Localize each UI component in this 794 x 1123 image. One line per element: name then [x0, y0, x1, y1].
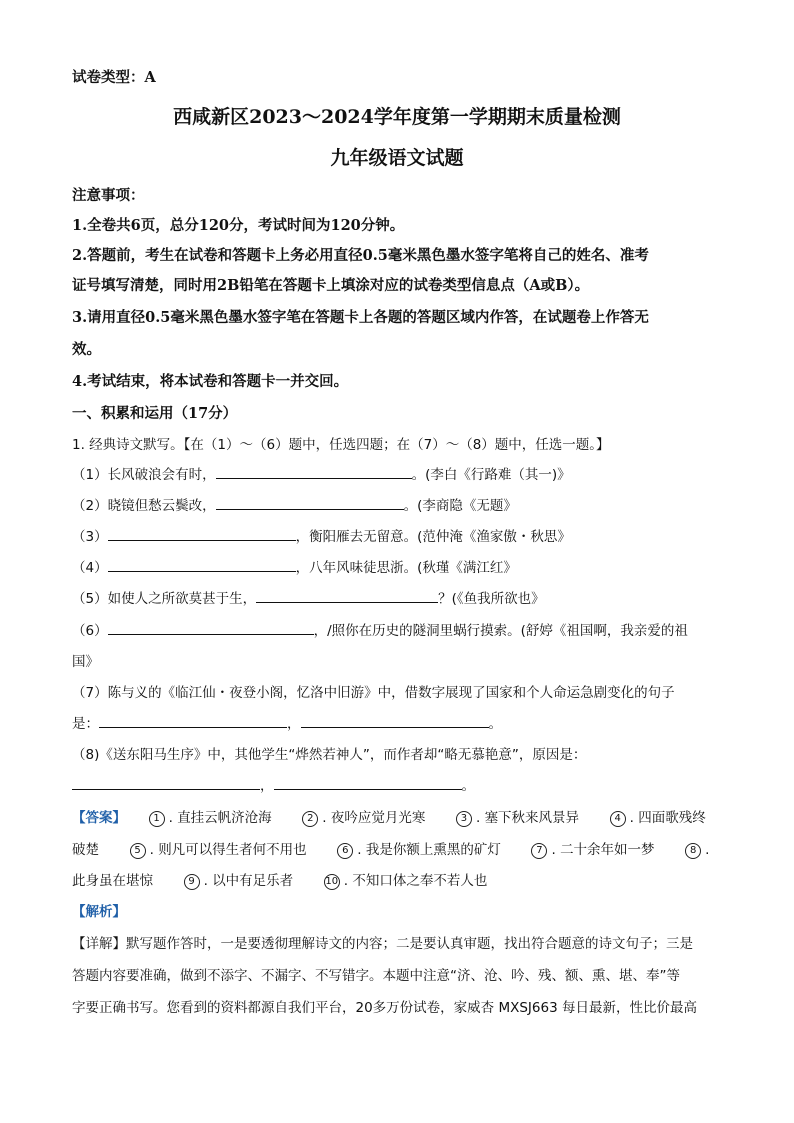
answer-item: 6 . 我是你额上熏黑的矿灯	[337, 838, 501, 859]
answer-item: 1 . 直挂云帆济沧海	[149, 806, 272, 827]
question-item: （8)《送东阳马生序》中，其他学生“烨然若神人”，而作者却“略无慕艳意”，原因是：	[72, 747, 587, 763]
answer-blank[interactable]	[274, 775, 462, 790]
page-subtitle: 九年级语文试题	[330, 147, 464, 169]
notice-item: 3.请用直径0.5毫米黑色墨水签字笔在答题卡上各题的答题区域内作答，在试题卷上作答无	[72, 309, 649, 326]
answer-blank[interactable]	[72, 775, 260, 790]
analysis-text: 【详解】默写题作答时，一是要透彻理解诗文的内容；二是要认真审题，找出符合题意的诗文句子；三是	[72, 936, 693, 952]
answer-block: 此身虽在堪惊 9 . 以中有足乐者 10 . 不知口体之奉不若人也	[72, 869, 487, 890]
paper-type: 试卷类型：A	[72, 69, 156, 86]
question-item: （6） ，/照你在历史的隧洞里蜗行摸索。(舒婷《祖国啊，我亲爱的祖	[72, 619, 688, 639]
answer-blank[interactable]	[256, 588, 438, 603]
answer-block: 破楚 5 . 则凡可以得生者何不用也 6 . 我是你额上熏黑的矿灯 7 . 二十余年如一梦 8 .	[72, 838, 709, 859]
answer-item: 9 . 以中有足乐者	[184, 869, 294, 890]
answer-blank[interactable]	[108, 557, 296, 572]
notice-item: 4.考试结束，将本试卷和答题卡一并交回。	[72, 373, 349, 390]
question-item: （3） ，衡阳雁去无留意。(范仲淹《渔家傲・秋思》	[72, 525, 571, 545]
answer-block	[72, 806, 706, 827]
question-item: （2）晓镜但愁云鬓改， 。(李商隐《无题》	[72, 494, 517, 514]
question-item: （4） ，八年风味徒思浙。(秋瑾《满江红》	[72, 556, 517, 576]
notice-item: 2.答题前，考生在试卷和答题卡上务必用直径0.5毫米黑色墨水签字笔将自己的姓名、准考	[72, 247, 649, 264]
answer-blank[interactable]	[99, 713, 287, 728]
question-stem: 1. 经典诗文默写。【在（1）～（6）题中，任选四题；在（7）～（8）题中，任选一题。】	[72, 437, 610, 453]
question-item: （7）陈与义的《临江仙・夜登小阁，忆洛中旧游》中，借数字展现了国家和个人命运急剧变化的句子	[72, 685, 675, 701]
answer-blank[interactable]	[108, 526, 296, 541]
answer-blank[interactable]	[216, 495, 404, 510]
notice-item: 1.全卷共6页，总分120分，考试时间为120分钟。	[72, 217, 405, 234]
analysis-text: 答题内容要准确，做到不添字、不漏字、不写错字。本题中注意“济、沧、吟、残、额、熏、堪、奉”等	[72, 968, 680, 984]
analysis-text: 字要正确书写。您看到的资料都源自我们平台，20多万份试卷，家威杏 MXSJ663 每日最新，性比价最高	[72, 1000, 697, 1016]
notice-item: 证号填写清楚，同时用2B铅笔在答题卡上填涂对应的试卷类型信息点（A或B）。	[72, 277, 590, 294]
answer-item: 10 . 不知口体之奉不若人也	[325, 873, 488, 889]
analysis-label: 【解析】	[72, 904, 126, 920]
notice-heading: 注意事项：	[72, 187, 145, 204]
question-item: ， 。	[72, 774, 475, 794]
answer-item: 7 . 二十余年如一梦	[531, 838, 654, 859]
answer-blank[interactable]	[108, 620, 314, 635]
answer-item: 8 .	[685, 842, 709, 859]
answer-blank[interactable]	[301, 713, 489, 728]
answer-item: 4 . 四面歌残终	[610, 806, 706, 827]
answer-item: 2 . 夜吟应觉月光寒	[302, 806, 425, 827]
question-item: （5）如使人之所欲莫甚于生， ？(《鱼我所欲也》	[72, 587, 545, 607]
question-item: （1）长风破浪会有时， 。(李白《行路难（其一)》	[72, 463, 571, 483]
page-title: 西咸新区2023～2024学年度第一学期期末质量检测	[173, 106, 621, 128]
question-item-cont: 国》	[72, 654, 99, 670]
question-item: 是： ， 。	[72, 712, 502, 732]
answer-item: 3 . 塞下秋来风景异	[456, 806, 579, 827]
answer-label: 【答案】	[72, 810, 126, 826]
answer-blank[interactable]	[216, 464, 412, 479]
answer-item: 5 . 则凡可以得生者何不用也	[130, 838, 307, 859]
section-heading: 一、积累和运用（17分）	[72, 405, 238, 422]
notice-item: 效。	[72, 341, 101, 358]
